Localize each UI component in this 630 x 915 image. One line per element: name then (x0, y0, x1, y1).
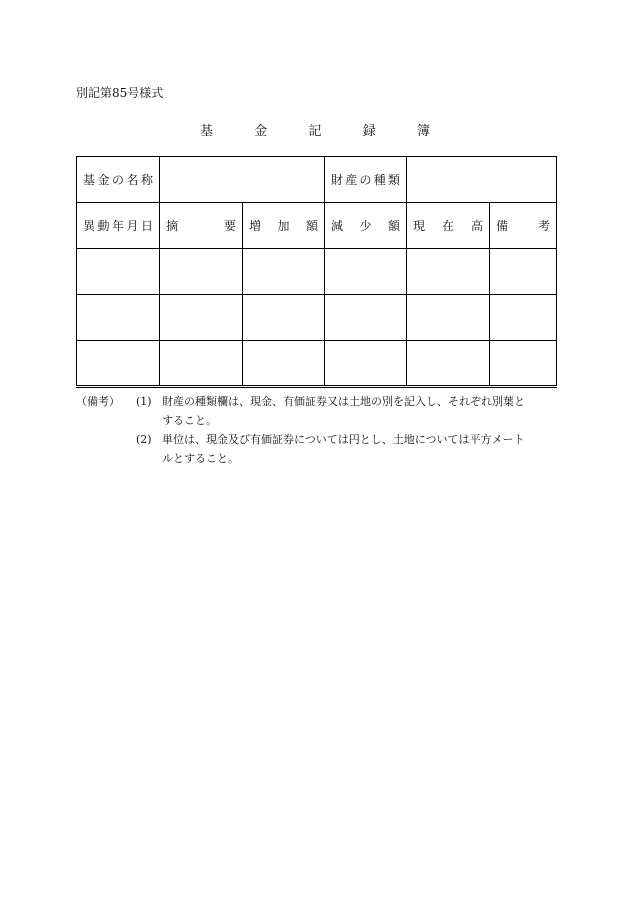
cell-summary[interactable] (160, 341, 243, 387)
title-char: 記 (308, 124, 322, 139)
table-row (77, 341, 557, 387)
table-row (77, 249, 557, 295)
title-char: 金 (254, 124, 268, 139)
header-increase: 増 加 額 (243, 203, 325, 249)
fund-record-table (76, 156, 556, 388)
cell-summary[interactable] (160, 249, 243, 295)
note-number: (2) (136, 433, 152, 446)
remarks-notes (76, 392, 556, 468)
cell-date[interactable] (77, 295, 160, 341)
document-title (200, 120, 430, 139)
note-text: 単位は、現金及び有価証券については円とし、土地については平方メート (162, 433, 525, 446)
notes-label: （備考） (76, 395, 120, 408)
cell-summary[interactable] (160, 295, 243, 341)
note-text-cont: すること。 (162, 414, 217, 427)
cell-date[interactable] (77, 249, 160, 295)
cell-increase[interactable] (243, 295, 325, 341)
title-char: 基 (200, 124, 214, 139)
cell-remarks[interactable] (490, 249, 557, 295)
header-change-date: 異 動 年 月 日 (77, 203, 160, 249)
header-decrease: 減 少 額 (325, 203, 407, 249)
property-type-label: 財 産 の 種 類 (325, 157, 407, 203)
cell-increase[interactable] (243, 249, 325, 295)
table-row (77, 295, 557, 341)
cell-decrease[interactable] (325, 249, 407, 295)
cell-date[interactable] (77, 341, 160, 387)
form-number: 別記第85号様式 (76, 86, 164, 100)
note-text-cont: ルとすること。 (162, 452, 239, 465)
fund-name-field[interactable] (160, 157, 325, 203)
property-type-field[interactable] (407, 157, 557, 203)
fund-name-label: 基 金 の 名 称 (77, 157, 160, 203)
cell-decrease[interactable] (325, 295, 407, 341)
note-text: 財産の種類欄は、現金、有価証券又は土地の別を記入し、それぞれ別葉と (162, 395, 525, 408)
cell-balance[interactable] (407, 295, 490, 341)
header-balance: 現 在 高 (407, 203, 490, 249)
cell-remarks[interactable] (490, 341, 557, 387)
header-summary: 摘 要 (160, 203, 243, 249)
cell-balance[interactable] (407, 249, 490, 295)
cell-remarks[interactable] (490, 295, 557, 341)
note-number: (1) (136, 395, 152, 408)
header-remarks: 備 考 (490, 203, 557, 249)
cell-decrease[interactable] (325, 341, 407, 387)
cell-balance[interactable] (407, 341, 490, 387)
title-char: 簿 (416, 124, 430, 139)
title-char: 録 (362, 124, 376, 139)
cell-increase[interactable] (243, 341, 325, 387)
